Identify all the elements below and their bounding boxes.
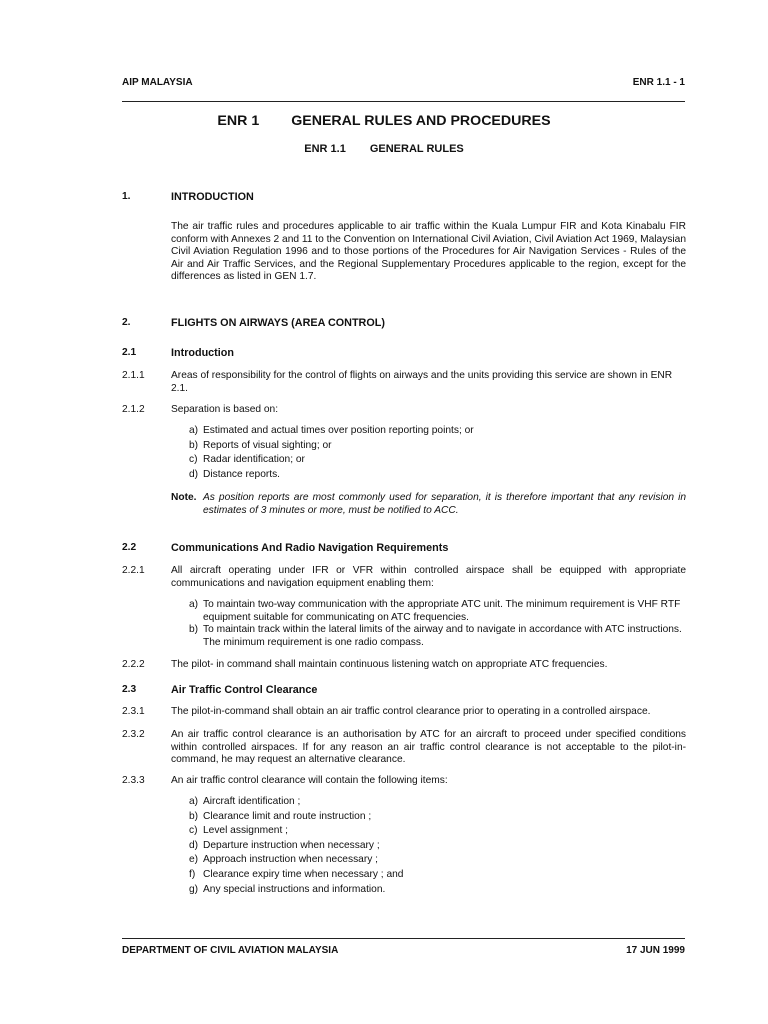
list-item-text: To maintain track within the lateral limits of the airway and to navigate in accordance with ATC instructions. The minimum requirement is one radio compass. <box>203 624 682 648</box>
separation-note <box>171 492 686 517</box>
page-title <box>0 115 768 128</box>
section-2-2-title: Communications And Radio Navigation Requirements <box>171 542 449 554</box>
list-item <box>189 454 686 467</box>
page-subtitle <box>0 143 768 156</box>
para-2-3-2-text: An air traffic control clearance is an authorisation by ATC for an aircraft to proceed under specified conditions within controlled airspaces. If for any reason an air traffic control clearance is not acceptable to the pilot-in-command, he may request an alternative clearance. <box>171 729 686 766</box>
para-2-1-2-text: Separation is based on: <box>171 404 279 415</box>
para-2-3-1-number: 2.3.1 <box>122 706 145 717</box>
list-item <box>189 884 686 897</box>
list-item-label: b) <box>189 810 199 822</box>
section-2-2-number: 2.2 <box>122 542 137 553</box>
note-text: As position reports are most commonly used for separation, it is therefore important that any revision in estimates of 3 minutes or more, must be notified to ACC. <box>203 492 686 516</box>
list-item-label: d) <box>189 839 199 851</box>
section-2-1-number: 2.1 <box>122 347 137 358</box>
list-item-text: To maintain two-way communication with the appropriate ATC unit. The minimum requirement is VHF RTF equipment suitable for communicating on ATC frequencies. <box>203 599 681 623</box>
list-item-label: c) <box>189 454 198 466</box>
note-label: Note. <box>171 492 197 503</box>
section-1-body: The air traffic rules and procedures applicable to air traffic within the Kuala Lumpur FIR and Kota Kinabalu FIR conform with Annexes 2 and 11 to the Convention on International Civil Aviation, Civil Aviation Act 1969, Malaysian Civil Aviation Regulation 1996 and to those portions of the Procedures for Air Navigation Services - Rules of the Air and Air Traffic Services, and the Regional Supplementary Procedures applicable to the region, except for the differences as listed in GEN 1.7. <box>171 221 686 283</box>
list-item <box>189 825 686 838</box>
list-item-text: Radar identification; or <box>203 454 305 466</box>
list-item <box>189 854 686 867</box>
para-2-3-2-number: 2.3.2 <box>122 729 145 740</box>
para-2-3-3-text: An air traffic control clearance will contain the following items: <box>171 775 448 786</box>
list-item-text: Reports of visual sighting; or <box>203 439 332 451</box>
list-item-text: Aircraft identification ; <box>203 796 301 807</box>
para-2-2-2-number: 2.2.2 <box>122 659 145 670</box>
list-item-text: Level assignment ; <box>203 825 288 837</box>
equipment-list <box>189 599 686 649</box>
section-2-3-title: Air Traffic Control Clearance <box>171 684 318 696</box>
para-2-1-1-number: 2.1.1 <box>122 370 145 381</box>
list-item <box>189 599 686 624</box>
list-item <box>189 440 686 453</box>
section-2-3-number: 2.3 <box>122 684 137 695</box>
para-2-1-2-number: 2.1.2 <box>122 404 145 415</box>
clearance-items-list <box>189 796 686 896</box>
list-item <box>189 425 686 438</box>
page-title-text: GENERAL RULES AND PROCEDURES <box>291 113 551 129</box>
header-page-reference: ENR 1.1 - 1 <box>632 77 685 88</box>
list-item-label: b) <box>189 439 199 451</box>
para-2-3-3-number: 2.3.3 <box>122 775 145 786</box>
list-item-text: Clearance limit and route instruction ; <box>203 810 372 822</box>
para-2-2-2-text: The pilot- in command shall maintain continuous listening watch on appropriate ATC frequencies. <box>171 659 608 670</box>
list-item-label: a) <box>189 425 199 436</box>
footer-date: 17 JUN 1999 <box>626 945 685 956</box>
list-item <box>189 811 686 824</box>
list-item <box>189 840 686 853</box>
list-item <box>189 796 686 809</box>
section-1-title: INTRODUCTION <box>171 191 254 203</box>
footer-rule <box>122 938 685 939</box>
list-item-text: Clearance expiry time when necessary ; and <box>203 868 404 880</box>
para-2-1-1-text: Areas of responsibility for the control of flights on airways and the units providing this service are shown in ENR 2.1. <box>171 370 673 394</box>
list-item-label: c) <box>189 825 198 837</box>
separation-list <box>189 425 686 481</box>
header-rule <box>122 101 685 102</box>
page-subtitle-text: GENERAL RULES <box>369 143 464 155</box>
list-item-label: a) <box>189 796 199 807</box>
page-subtitle-number: ENR 1.1 <box>304 143 346 155</box>
list-item <box>189 469 686 482</box>
list-item-label: b) <box>189 624 199 636</box>
section-2-1-title: Introduction <box>171 347 234 359</box>
list-item-label: g) <box>189 883 199 895</box>
list-item-text: Any special instructions and information. <box>203 883 386 895</box>
footer-issuer: DEPARTMENT OF CIVIL AVIATION MALAYSIA <box>122 945 339 956</box>
para-2-3-1-text: The pilot-in-command shall obtain an air traffic control clearance prior to operating in a controlled airspace. <box>171 706 651 717</box>
list-item-text: Departure instruction when necessary ; <box>203 839 380 851</box>
para-2-2-1-text: All aircraft operating under IFR or VFR within controlled airspace shall be equipped with appropriate communications and navigation equipment enabling them: <box>171 565 686 589</box>
list-item-label: d) <box>189 468 199 480</box>
page-title-number: ENR 1 <box>217 113 260 129</box>
list-item-text: Approach instruction when necessary ; <box>203 854 378 866</box>
header-document-name: AIP MALAYSIA <box>122 77 193 88</box>
list-item-label: f) <box>189 868 196 880</box>
section-2-title: FLIGHTS ON AIRWAYS (AREA CONTROL) <box>171 317 385 329</box>
para-2-2-1-number: 2.2.1 <box>122 565 145 576</box>
list-item <box>189 869 686 882</box>
section-1-number: 1. <box>122 191 131 202</box>
list-item <box>189 624 686 649</box>
section-2-number: 2. <box>122 317 131 328</box>
list-item-label: a) <box>189 599 199 610</box>
list-item-label: e) <box>189 854 199 866</box>
list-item-text: Distance reports. <box>203 468 281 480</box>
list-item-text: Estimated and actual times over position reporting points; or <box>203 425 474 436</box>
